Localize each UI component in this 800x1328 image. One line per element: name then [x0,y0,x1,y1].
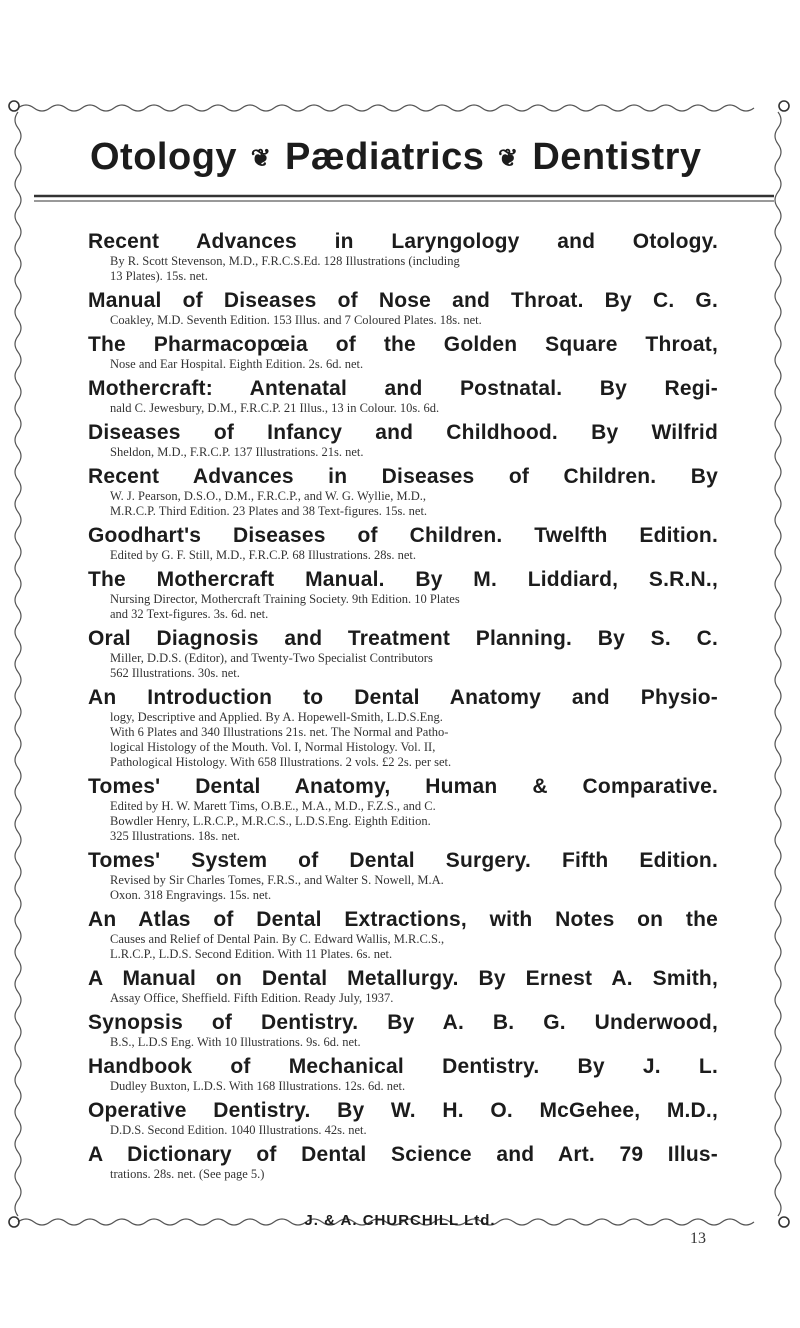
book-details [88,254,718,284]
book-entry [88,1143,718,1182]
book-entry [88,333,718,372]
book-entry [88,627,718,681]
book-detail-line: 562 Illustrations. 30s. net. [110,666,240,680]
book-detail-line: M.R.C.P. Third Edition. 23 Plates and 38 Text-figures. 15s. net. [110,504,428,518]
title-paediatrics: Pædiatrics [285,136,485,178]
book-detail-line: Nursing Director, Mothercraft Training Society. 9th Edition. 10 Plates [110,592,460,606]
book-details [88,489,718,519]
book-detail-line: Nose and Ear Hospital. Eighth Edition. 2s. 6d. net. [110,357,364,371]
book-details [88,651,718,681]
book-detail-line: and 32 Text-figures. 3s. 6d. net. [110,607,269,621]
book-entry [88,421,718,460]
left-wavy-border [15,112,21,1216]
book-details [88,1079,718,1094]
book-detail-line: logy, Descriptive and Applied. By A. Hopewell-Smith, L.D.S.Eng. [110,710,443,724]
book-entry [88,1055,718,1094]
book-detail-line: L.R.C.P., L.D.S. Second Edition. With 11 Plates. 6s. net. [110,947,393,961]
book-details [88,932,718,962]
book-title: Synopsis of Dentistry. By A. B. G. Underwood, [88,1011,718,1034]
book-title: Operative Dentistry. By W. H. O. McGehee, M.D., [88,1099,718,1122]
book-details [88,401,718,416]
corner-ring-top-left [9,101,19,111]
book-entry [88,524,718,563]
book-detail-line: 325 Illustrations. 18s. net. [110,829,240,843]
book-detail-line: D.D.S. Second Edition. 1040 Illustrations. 42s. net. [110,1123,367,1137]
book-entry [88,1011,718,1050]
book-detail-line: logical Histology of the Mouth. Vol. I, Normal Histology. Vol. II, [110,740,436,754]
book-detail-line: With 6 Plates and 340 Illustrations 21s. net. The Normal and Patho- [110,725,449,739]
right-wavy-border [775,112,781,1216]
book-details [88,357,718,372]
book-entry [88,775,718,844]
publisher-name: J. & A. CHURCHILL Ltd. [304,1212,496,1229]
book-detail-line: nald C. Jewesbury, D.M., F.R.C.P. 21 Illus., 13 in Colour. 10s. 6d. [110,401,440,415]
book-entry [88,230,718,284]
book-entry [88,289,718,328]
book-title: Tomes' System of Dental Surgery. Fifth Edition. [88,849,718,872]
book-detail-line: trations. 28s. net. (See page 5.) [110,1167,265,1181]
book-detail-line: Dudley Buxton, L.D.S. With 168 Illustrations. 12s. 6d. net. [110,1079,406,1093]
book-detail-line: Coakley, M.D. Seventh Edition. 153 Illus. and 7 Coloured Plates. 18s. net. [110,313,482,327]
book-entry [88,908,718,962]
book-entry [88,568,718,622]
book-details [88,991,718,1006]
book-entry [88,686,718,770]
page-number: 13 [690,1230,706,1247]
title-dentistry: Dentistry [532,136,702,178]
book-details [88,1035,718,1050]
book-detail-line: B.S., L.D.S Eng. With 10 Illustrations. 9s. 6d. net. [110,1035,361,1049]
book-detail-line: Edited by G. F. Still, M.D., F.R.C.P. 68 Illustrations. 28s. net. [110,548,417,562]
book-details [88,710,718,770]
book-title: The Mothercraft Manual. By M. Liddiard, S.R.N., [88,568,718,591]
book-detail-line: Oxon. 318 Engravings. 15s. net. [110,888,272,902]
book-title: Goodhart's Diseases of Children. Twelfth Edition. [88,524,718,547]
book-title: Manual of Diseases of Nose and Throat. By C. G. [88,289,718,312]
book-details [88,1123,718,1138]
book-details [88,799,718,844]
book-detail-line: 13 Plates). 15s. net. [110,269,208,283]
book-entry [88,1099,718,1138]
corner-ring-top-right [779,101,789,111]
book-detail-line: Edited by H. W. Marett Tims, O.B.E., M.A., M.D., F.Z.S., and C. [110,799,436,813]
fleuron-icon: ❦ [250,145,272,173]
book-detail-line: By R. Scott Stevenson, M.D., F.R.C.S.Ed. 128 Illustrations (including [110,254,460,268]
book-title: Recent Advances in Diseases of Children. By [88,465,718,488]
book-detail-line: Miller, D.D.S. (Editor), and Twenty-Two Specialist Contributors [110,651,433,665]
book-title: An Introduction to Dental Anatomy and Physio- [88,686,718,709]
book-details [88,548,718,563]
book-entry [88,465,718,519]
page-title [90,136,710,179]
book-details [88,313,718,328]
book-title: Recent Advances in Laryngology and Otology. [88,230,718,253]
book-detail-line: Bowdler Henry, L.R.C.P., M.R.C.S., L.D.S.Eng. Eighth Edition. [110,814,431,828]
book-title: Mothercraft: Antenatal and Postnatal. By Regi- [88,377,718,400]
book-entry [88,377,718,416]
book-details [88,592,718,622]
book-title: A Manual on Dental Metallurgy. By Ernest A. Smith, [88,967,718,990]
book-title: Diseases of Infancy and Childhood. By Wilfrid [88,421,718,444]
book-detail-line: Assay Office, Sheffield. Fifth Edition. Ready July, 1937. [110,991,394,1005]
top-wavy-border [18,105,754,111]
book-details [88,873,718,903]
book-entry [88,849,718,903]
book-title: Tomes' Dental Anatomy, Human & Comparative. [88,775,718,798]
book-detail-line: Sheldon, M.D., F.R.C.P. 137 Illustrations. 21s. net. [110,445,364,459]
fleuron-icon: ❦ [498,145,519,173]
book-details [88,445,718,460]
title-otology: Otology [90,136,238,178]
book-title: The Pharmacopœia of the Golden Square Throat, [88,333,718,356]
book-details [88,1167,718,1182]
book-detail-line: Revised by Sir Charles Tomes, F.R.S., and Walter S. Nowell, M.A. [110,873,444,887]
book-detail-line: W. J. Pearson, D.S.O., D.M., F.R.C.P., and W. G. Wyllie, M.D., [110,489,426,503]
book-title: An Atlas of Dental Extractions, with Notes on the [88,908,718,931]
book-entry [88,967,718,1006]
book-title: Oral Diagnosis and Treatment Planning. By S. C. [88,627,718,650]
book-detail-line: Causes and Relief of Dental Pain. By C. Edward Wallis, M.R.C.S., [110,932,445,946]
book-list [88,230,718,1187]
book-title: A Dictionary of Dental Science and Art. 79 Illus- [88,1143,718,1166]
book-title: Handbook of Mechanical Dentistry. By J. L. [88,1055,718,1078]
book-detail-line: Pathological Histology. With 658 Illustrations. 2 vols. £2 2s. per set. [110,755,452,769]
